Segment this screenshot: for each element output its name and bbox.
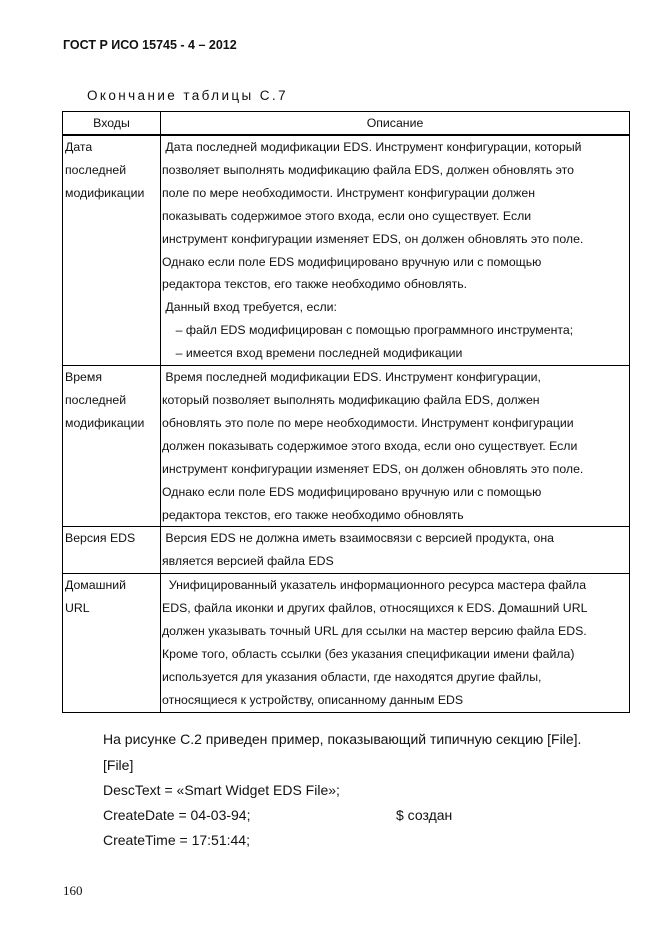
entry-name-line: последней	[65, 392, 127, 407]
description-line: относящиеся к устройству, описанному данным EDS	[162, 692, 464, 707]
entry-name-cell	[63, 366, 161, 527]
description-line: должен показывать содержимое этого входа, если оно существует. Если	[162, 438, 578, 453]
description-line: Время последней модификации EDS. Инструмент конфигурации,	[162, 370, 541, 385]
code-line: [File]	[103, 757, 134, 773]
description-line: редактора текстов, его также необходимо обновлять	[162, 507, 464, 522]
entry-description-cell	[161, 135, 630, 366]
description-line: – файл EDS модифицирован с помощью программного инструмента;	[162, 323, 574, 338]
description-line: Кроме того, область ссылки (без указания спецификации имени файла)	[162, 646, 575, 661]
entry-name-line: Домашний	[65, 578, 126, 593]
description-line: обновлять это поле по мере необходимости. Инструмент конфигурации	[162, 415, 574, 430]
description-line: редактора текстов, его также необходимо обновлять.	[162, 277, 468, 292]
entry-name-line: последней	[65, 162, 127, 177]
description-line: Унифицированный указатель информационного ресурса мастера файла	[162, 578, 587, 593]
description-line: Дата последней модификации EDS. Инструмент конфигурации, который	[162, 140, 582, 154]
entry-name-cell	[63, 574, 161, 712]
column-header-inputs: Входы	[63, 112, 161, 136]
entry-name-line: Время	[65, 370, 102, 385]
column-header-description: Описание	[161, 112, 630, 136]
table-row	[63, 366, 630, 527]
code-comment: $ создан	[396, 807, 453, 823]
description-line: инструмент конфигурации изменяет EDS, он должен обновлять это поле.	[162, 231, 584, 246]
entry-description-cell	[161, 574, 630, 712]
entry-name-line: модификации	[65, 185, 145, 200]
description-line: используется для указания области, где находятся другие файлы,	[162, 669, 542, 684]
table-row	[63, 574, 630, 712]
description-line: Данный вход требуется, если:	[162, 300, 337, 315]
entry-name-cell	[63, 135, 161, 366]
table-row	[63, 527, 630, 574]
table-row	[63, 135, 630, 366]
document-header: ГОСТ Р ИСО 15745 - 4 – 2012	[63, 38, 237, 52]
code-line: DescText = «Smart Widget EDS File»;	[103, 782, 340, 798]
code-line: CreateDate = 04-03-94;	[103, 807, 251, 823]
description-line: Версия EDS не должна иметь взаимосвязи с версией продукта, она	[162, 531, 555, 546]
entry-name-line: Дата	[65, 140, 93, 154]
body-intro: На рисунке С.2 приведен пример, показывающий типичную секцию [File].	[103, 731, 582, 747]
description-line: EDS, файла иконки и других файлов, относящихся к EDS. Домашний URL	[162, 601, 588, 616]
description-line: который позволяет выполнять модификацию файла EDS, должен	[162, 392, 540, 407]
entry-description-cell	[161, 527, 630, 574]
table-header-row	[63, 112, 630, 136]
entry-name-line: URL	[65, 601, 90, 616]
description-line: инструмент конфигурации изменяет EDS, он должен обновлять это поле.	[162, 461, 584, 476]
description-line: Однако если поле EDS модифицировано вручную или с помощью	[162, 484, 542, 499]
entry-name-line: модификации	[65, 415, 145, 430]
description-line: позволяет выполнять модификацию файла EDS, должен обновлять это	[162, 162, 574, 177]
page-number: 160	[63, 883, 83, 898]
entry-name-cell	[63, 527, 161, 574]
code-line: CreateTime = 17:51:44;	[103, 832, 250, 848]
description-line: поле по мере необходимости. Инструмент конфигурации должен	[162, 185, 535, 200]
description-line: показывать содержимое этого входа, если оно существует. Если	[162, 208, 532, 223]
description-line: является версией файла EDS	[162, 554, 334, 569]
eds-entries-table	[62, 111, 630, 713]
entry-description-cell	[161, 366, 630, 527]
description-line: должен указывать точный URL для ссылки на мастер версию файла EDS.	[162, 624, 587, 639]
description-line: – имеется вход времени последней модификации	[162, 346, 463, 361]
table-caption: Окончание таблицы С.7	[87, 88, 288, 103]
entry-name-line: Версия EDS	[65, 531, 136, 546]
description-line: Однако если поле EDS модифицировано вручную или с помощью	[162, 254, 542, 269]
